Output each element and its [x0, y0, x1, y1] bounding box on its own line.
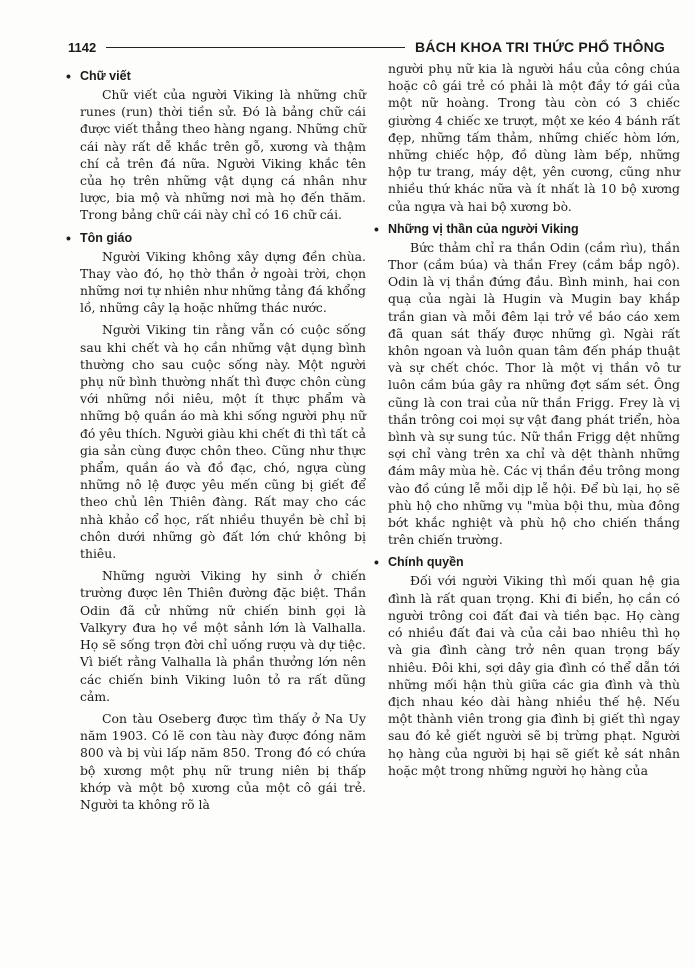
- section-heading-chinh-quyen: [374, 554, 680, 570]
- paragraph: Những người Viking hy sinh ở chiến trường được lên Thiên đường đặc biệt. Thần Odin đã cử những nữ chiến binh gọi là Valkyry đưa họ về một sảnh lớn là Valhalla. Họ sẽ sống trọn đời chỉ uống rượu và dự tiệc. Vì biết rằng Valhalla là phần thưởng lớn nên các chiến binh Viking luôn tỏ ra rất dũng cảm.: [80, 568, 366, 704]
- section-title: Chữ viết: [80, 69, 131, 83]
- page-header: [68, 36, 665, 58]
- paragraph: Chữ viết của người Viking là những chữ runes (run) thời tiền sử. Đó là bảng chữ cái được viết thẳng theo hàng ngang. Những chữ cái này rất dễ khắc trên gỗ, xương và thậm chí cả trên đá nữa. Người Viking khắc tên của họ trên những vật dụng cá nhân như lược, bia mộ và những nơi mà họ đến thăm. Trong bảng chữ cái này chỉ có 16 chữ cái.: [80, 87, 366, 223]
- paragraph: Đối với người Viking thì mối quan hệ gia đình là rất quan trọng. Khi đi biển, họ cần có người trông coi đất đai và tiền bạc. Họ càng có nhiều đất đai và của cải bao nhiêu thì họ và gia đình càng trở nên quan trọng bấy nhiêu. Đôi khi, sợi dây gia đình có thể dẫn tới những mối hận thù giữa các gia đình và thù địch nhau kéo dài hàng nhiều thế hệ. Nếu một thành viên trong gia đình bị giết thì ngay sau đó kẻ giết người sẽ bị trừng phạt. Người họ hàng của người bị hại sẽ giết kẻ sát nhân hoặc một trong những người họ hàng của: [388, 573, 680, 778]
- section-title: Chính quyền: [388, 555, 464, 570]
- bullet-icon: •: [66, 229, 71, 246]
- section-heading-ton-giao: [66, 230, 366, 246]
- section-title: Tôn giáo: [80, 230, 133, 245]
- header-rule: [106, 47, 405, 48]
- bullet-icon: •: [66, 68, 71, 84]
- section-title: Những vị thần của người Viking: [388, 221, 579, 236]
- paragraph: Người Viking không xây dựng đền chùa. Thay vào đó, họ thờ thần ở ngoài trời, chọn những nơi tự nhiên như những tảng đá khổng lồ, những cây lạ hoặc những thác nước.: [80, 248, 366, 316]
- paragraph: Người Viking tin rằng vẫn có cuộc sống sau khi chết và họ cần những vật dụng bình thường cho sau cuộc sống này. Một người phụ nữ bình thường nhất thì được chôn cùng với những nồi niêu, một ít thực phẩm và những bộ quần áo mà khi sống người phụ nữ đó yêu thích. Người giàu khi chết đi thì tất cả gia sản cùng được chôn theo. Cũng như thực phẩm, quần áo và đồ đạc, chó, ngựa cùng những nô lệ được yêu mến cũng bị giết để theo chủ lên Thiên đàng. Rất may cho các nhà khảo cổ học, rất nhiều thuyền bè chỉ bị chôn dưới những gò đất lớn chứ không bị thiêu.: [80, 322, 366, 562]
- bullet-icon: •: [374, 220, 379, 237]
- running-title: BÁCH KHOA TRI THỨC PHỔ THÔNG: [414, 39, 665, 55]
- bullet-icon: •: [374, 554, 379, 571]
- left-column: [66, 62, 366, 818]
- right-column: [374, 60, 681, 784]
- section-heading-nhung-vi-than: [374, 221, 680, 237]
- paragraph-continuation: người phụ nữ kia là người hầu của công chúa hoặc cô gái trẻ có phải là một đầy tớ gái của một nữ hoàng. Trong tàu còn có 3 chiếc giường 4 chiếc xe trượt, một xe kéo 4 bánh rất đẹp, những tấm thảm, những chiếc hòm lớn, những chiếc hộp, đồ dùng làm bếp, những hộp tư trang, máy dệt, yên cương, cũng như nhiều thứ khác nữa và ít nhất là 10 bộ xương của ngựa và hai bộ xương bò.: [388, 61, 681, 214]
- paragraph: Bức thảm chỉ ra thần Odin (cầm rìu), thần Thor (cầm búa) và thần Frey (cầm bắp ngô). Odin là vị thần đứng đầu. Bình minh, hai con quạ của ngài là Hugin và Mugin bay khắp trần gian và mỗi đêm lại trở về báo cáo xem đã quan sát thấy được những gì. Ngài rất khôn ngoan và luôn quan tâm đến pháp thuật và sự chết chóc. Thor là một vị thần vô tư luôn cầm búa gây ra những đợt sấm sét. Ông cũng là con trai của nữ thần Frigg. Frey là vị thần trông coi mọi sự vật đang phát triển, hòa bình và sự sung túc. Nữ thần Frigg dệt những sợi chỉ vàng trên xa chỉ và dệt thành những đám mây mùa hè. Các vị thần đều trông mong vào đồ cúng lễ mỗi dịp lễ hội. Để bù lại, họ sẽ phù hộ cho những vụ "mùa bội thu, mùa đông bớt khắc nghiệt và phù hộ cho chiến thắng trên chiến trường.: [388, 239, 680, 548]
- paragraph: Con tàu Oseberg được tìm thấy ở Na Uy năm 1903. Có lẽ con tàu này được đóng năm 800 và bị vùi lấp năm 850. Trong đó có chứa bộ xương một phụ nữ trung niên bị thấp khớp và một bộ xương của một cô gái trẻ. Người ta không rõ là: [80, 710, 366, 812]
- section-heading-chu-viet: [66, 68, 366, 84]
- page-number: 1142: [68, 39, 97, 55]
